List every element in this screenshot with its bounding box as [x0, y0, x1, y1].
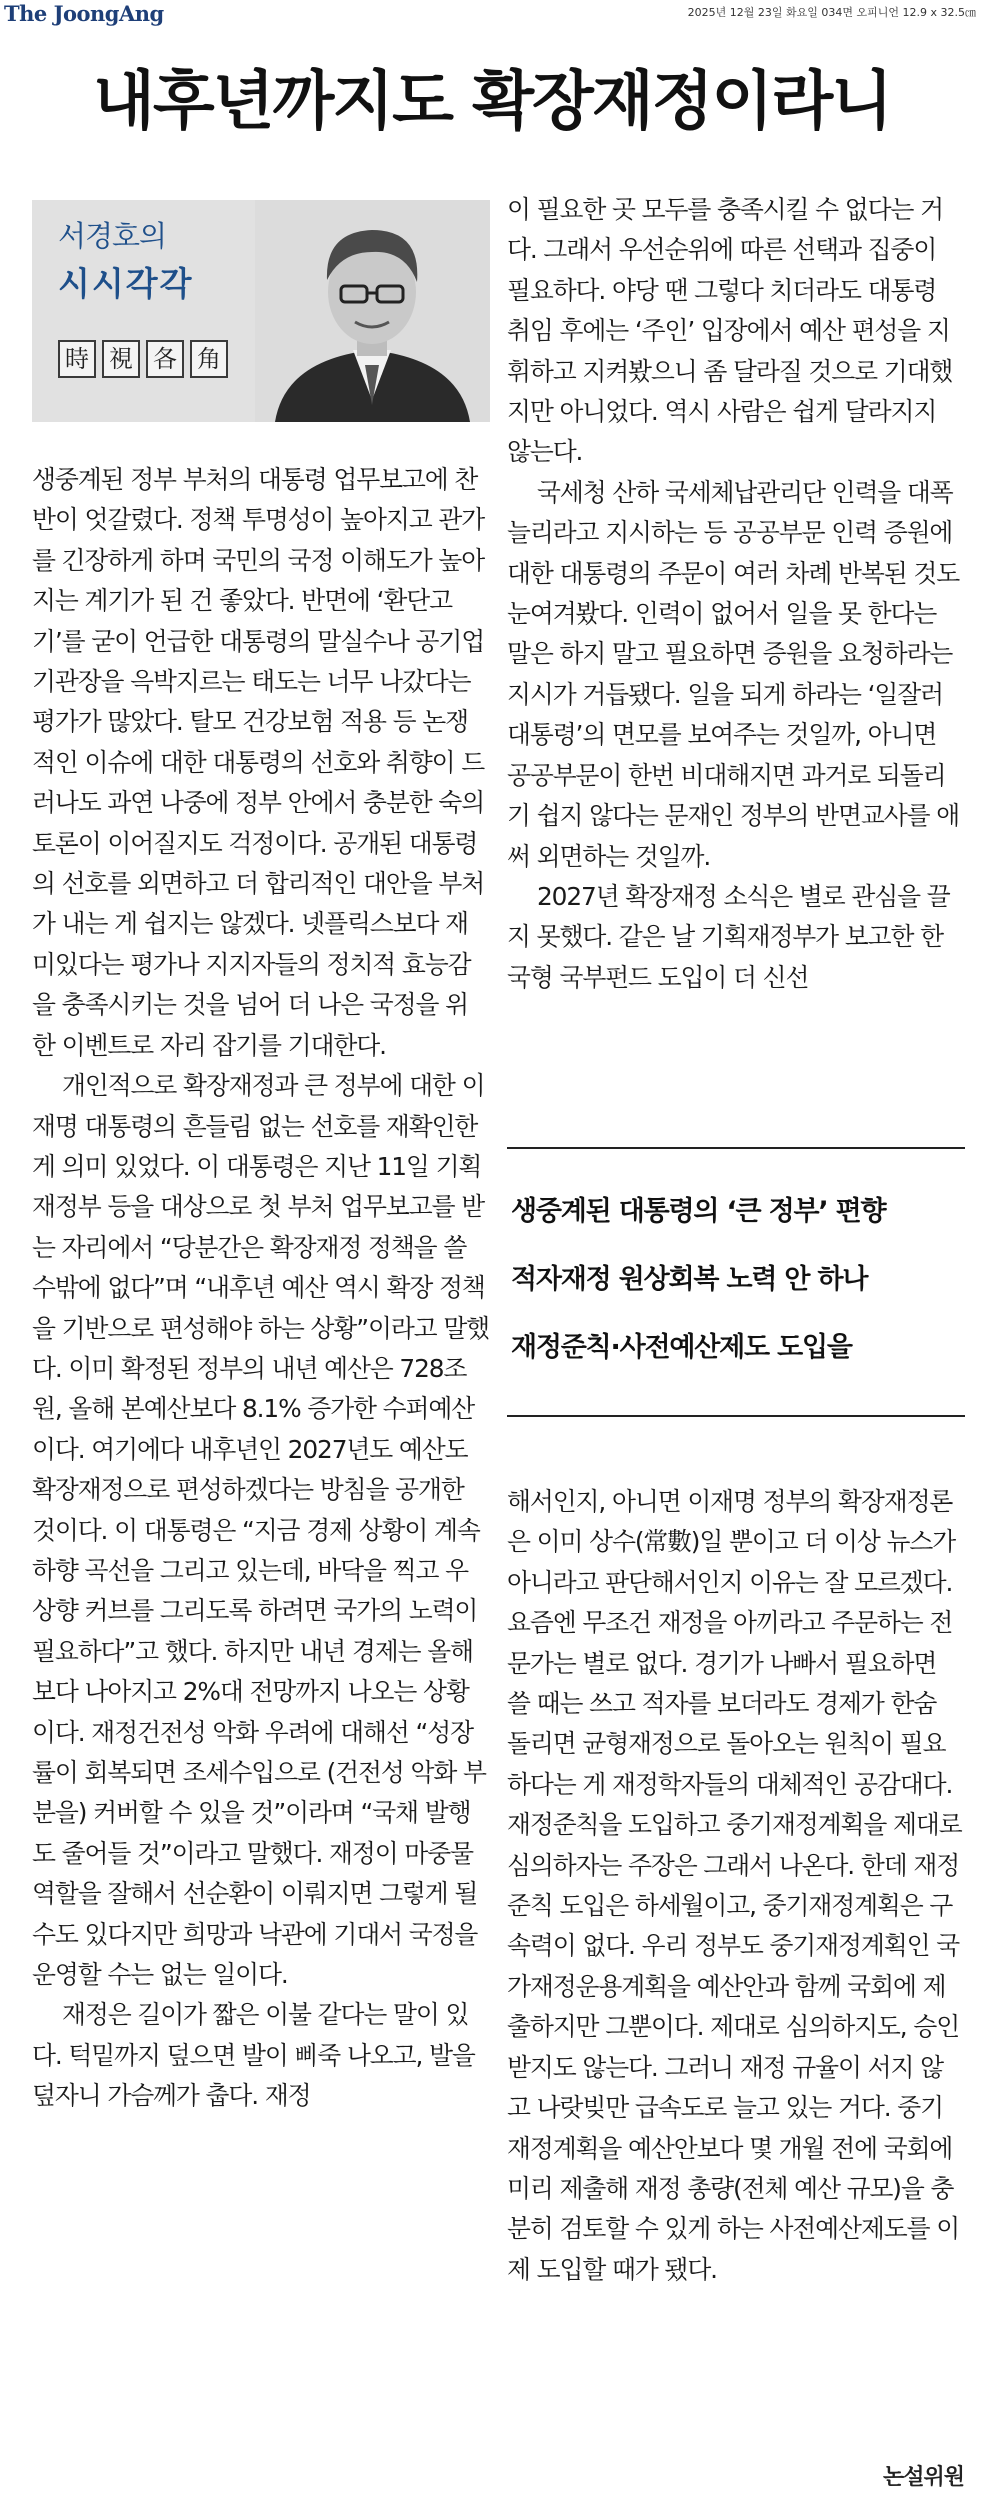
columnist-portrait: [255, 200, 490, 422]
pull-quote-line: 생중계된 대통령의 ‘큰 정부’ 편향: [511, 1196, 886, 1227]
hanja-char: 各: [146, 340, 184, 378]
byline: 논설위원: [882, 2465, 964, 2490]
article-paragraph: 생중계된 정부 부처의 대통령 업무보고에 찬반이 엇갈렸다. 정책 투명성이 높아지고 관가를 긴장하게 하며 국민의 국정 이해도가 높아지는 계기가 된 건 좋았다. 반면에 ‘환단고기’를 굳이 언급한 대통령의 말실수나 공기업 기관장을 윽박지르는 태도는 너무 나갔다는 평가가 많았다. 탈모 건강보험 적용 등 논쟁적인 이슈에 대한 대통령의 선호와 취향이 드러나도 과연 나중에 정부 안에서 충분한 숙의 토론이 이어질지도 걱정이다. 공개된 대통령의 선호를 외면하고 더 합리적인 대안을 부처가 내는 게 쉽지는 않겠다. 넷플릭스보다 재미있다는 평가나 지지자들의 정치적 효능감을 충족시키는 것을 넘어 더 나은 국정을 위한 이벤트로 자리 잡기를 기대한다.: [32, 465, 485, 1060]
columnist-box: [32, 200, 490, 422]
pull-quote-line: 재정준칙·사전예산제도 도입을: [511, 1332, 852, 1363]
hanja-char: 視: [102, 340, 140, 378]
article-paragraph: 국세청 산하 국세체납관리단 인력을 대폭 늘리라고 지시하는 등 공공부문 인력 증원에 대한 대통령의 주문이 여러 차례 반복된 것도 눈여겨봤다. 인력이 없어서 일을 못 한다는 말은 하지 말고 필요하면 증원을 요청하라는 지시가 거듭됐다. 일을 되게 하라는 ‘일잘러 대통령’의 면모를 보여주는 것일까, 아니면 공공부문이 한번 비대해지면 과거로 되돌리기 쉽지 않다는 문재인 정부의 반면교사를 애써 외면하는 것일까.: [507, 477, 960, 871]
article-column-right-bottom: [507, 1482, 965, 2290]
publication-info: 2025년 12월 23일 화요일 034면 오피니언 12.9 x 32.5㎝: [687, 6, 976, 19]
article-paragraph: 개인적으로 확장재정과 큰 정부에 대한 이재명 대통령의 흔들림 없는 선호를 재확인한 게 의미 있었다. 이 대통령은 지난 11일 기획재정부 등을 대상으로 첫 부처 업무보고를 받는 자리에서 “당분간은 확장재정 정책을 쓸 수밖에 없다”며 “내후년 예산 역시 확장 정책을 기반으로 편성해야 하는 상황”이라고 말했다. 이미 확정된 정부의 내년 예산은 728조원, 올해 본예산보다 8.1% 증가한 수퍼예산이다. 여기에다 내후년인 2027년도 예산도 확장재정으로 편성하겠다는 방침을 공개한 것이다. 이 대통령은 “지금 경제 상황이 계속 하향 곡선을 그리고 있는데, 바닥을 찍고 우상향 커브를 그리도록 하려면 국가의 노력이 필요하다”고 했다. 하지만 내년 경제는 올해보다 나아지고 2%대 전망까지 나오는 상황이다. 재정건전성 악화 우려에 대해선 “성장률이 회복되면 조세수입으로 (건전성 악화 부분을) 커버할 수 있을 것”이라며 “국채 발행도 줄어들 것”이라고 말했다. 재정이 마중물 역할을 잘해서 선순환이 이뤄지면 그렇게 될 수도 있다지만 희망과 낙관에 기대서 국정을 운영할 수는 없는 일이다.: [32, 1071, 490, 1990]
hanja-char: 時: [58, 340, 96, 378]
article-paragraph: 이 필요한 곳 모두를 충족시킬 수 없다는 거다. 그래서 우선순위에 따른 선택과 집중이 필요하다. 야당 땐 그렇다 치더라도 대통령 취임 후에는 ‘주인’ 입장에서 예산 편성을 지휘하고 지켜봤으니 좀 달라질 것으로 기대했지만 아니었다. 역시 사람은 쉽게 달라지지 않는다.: [507, 195, 953, 467]
masthead: [0, 0, 984, 24]
newspaper-logo: The JoongAng: [4, 1, 164, 26]
article-paragraph: 해서인지, 아니면 이재명 정부의 확장재정론은 이미 상수(常數)일 뿐이고 더 이상 뉴스가 아니라고 판단해서인지 이유는 잘 모르겠다. 요즘엔 무조건 재정을 아끼라고 주문하는 전문가는 별로 없다. 경기가 나빠서 필요하면 쓸 때는 쓰고 적자를 보더라도 경제가 한숨 돌리면 균형재정으로 돌아오는 원칙이 필요하다는 게 재정학자들의 대체적인 공감대다. 재정준칙을 도입하고 중기재정계획을 제대로 심의하자는 주장은 그래서 나온다. 한데 재정준칙 도입은 하세월이고, 중기재정계획은 구속력이 없다. 우리 정부도 중기재정계획인 국가재정운용계획을 예산안과 함께 국회에 제출하지만 그뿐이다. 제대로 심의하지도, 승인받지도 않는다. 그러니 재정 규율이 서지 않고 나랏빚만 급속도로 늘고 있는 거다. 중기재정계획을 예산안보다 몇 개월 전에 국회에 미리 제출해 재정 총량(전체 예산 규모)을 충분히 검토할 수 있게 하는 사전예산제도를 이제 도입할 때가 됐다.: [507, 1487, 962, 2284]
article-column-left: [32, 460, 490, 2117]
hanja-char: 角: [190, 340, 228, 378]
pull-quote: [507, 1147, 965, 1417]
column-series-title: 시시각각: [58, 264, 194, 303]
article-column-right-top: [507, 190, 965, 998]
headline: 내후년까지도 확장재정이라니: [93, 65, 891, 139]
article-paragraph: 재정은 길이가 짧은 이불 같다는 말이 있다. 턱밑까지 덮으면 발이 삐죽 나오고, 발을 덮자니 가슴께가 춥다. 재정: [32, 2000, 475, 2111]
columnist-name: 서경호의: [58, 219, 167, 253]
pull-quote-line: 적자재정 원상회복 노력 안 하나: [511, 1264, 868, 1295]
hanja-seal-row: [58, 340, 228, 378]
article-paragraph: 2027년 확장재정 소식은 별로 관심을 끌지 못했다. 같은 날 기획재정부가 보고한 한국형 국부펀드 도입이 더 신선: [507, 881, 950, 992]
